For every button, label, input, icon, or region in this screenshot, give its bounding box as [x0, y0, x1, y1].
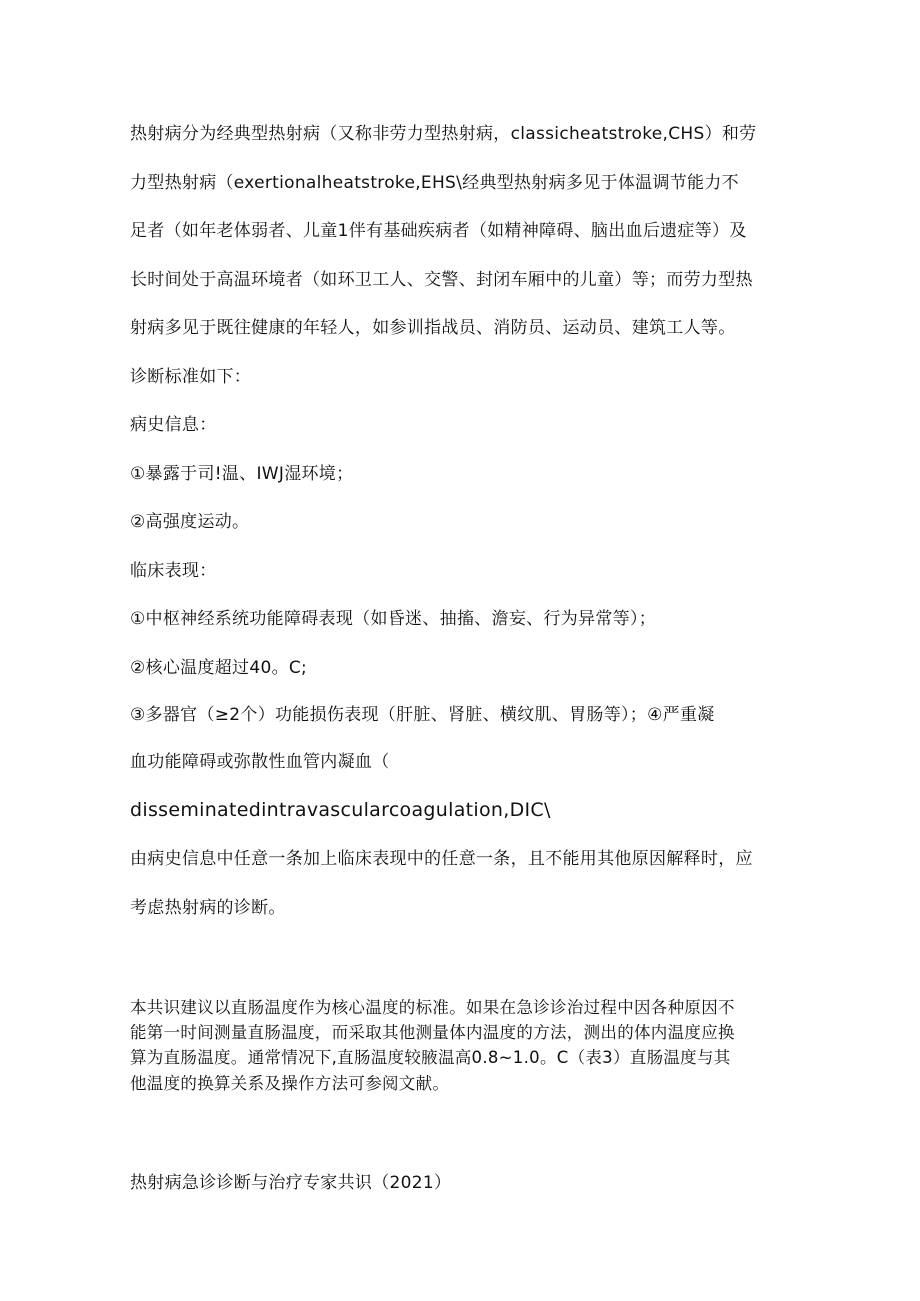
conclusion-line: 考虑热射病的诊断。	[130, 898, 286, 918]
paragraph-line: 本共识建议以直肠温度作为核心温度的标准。如果在急诊诊治过程中因各种原因不	[130, 998, 735, 1017]
paragraph-line: 足者（如年老体弱者、儿童1伴有基础疾病者（如精神障碍、脑出血后遗症等）及	[130, 221, 747, 241]
source-title: 热射病急诊诊断与治疗专家共识（2021）	[130, 1173, 452, 1193]
paragraph-line: 热射病分为经典型热射病（又称非劳力型热射病，classicheatstroke,CHS）和劳	[130, 124, 757, 144]
history-item: ②高强度运动。	[130, 512, 250, 532]
criteria-heading: 诊断标准如下：	[130, 367, 252, 387]
paragraph-line: 长时间处于高温环境者（如环卫工人、交警、封闭车厢中的儿童）等；而劳力型热	[130, 270, 753, 290]
paragraph-line: 射病多见于既往健康的年轻人，如参训指战员、消防员、运动员、建筑工人等。	[130, 318, 736, 338]
clinical-item: ③多器官（≥2个）功能损伤表现（肝脏、肾脏、横纹肌、胃肠等）；④严重凝	[130, 705, 715, 725]
clinical-item: disseminatedintravascularcoagulation,DIC\	[130, 799, 551, 821]
clinical-item: 血功能障碍或弥散性血管内凝血（	[130, 752, 390, 772]
paragraph-line: 算为直肠温度。通常情况下,直肠温度较腋温高0.8~1.0。C（表3）直肠温度与其	[130, 1048, 731, 1067]
clinical-item: ①中枢神经系统功能障碍表现（如昏迷、抽搐、澹妄、行为异常等）；	[130, 609, 657, 629]
paragraph-line: 能第一时间测量直肠温度，而采取其他测量体内温度的方法，测出的体内温度应换	[130, 1023, 735, 1042]
conclusion-line: 由病史信息中任意一条加上临床表现中的任意一条，且不能用其他原因解释时，应	[130, 849, 753, 869]
clinical-item: ②核心温度超过40。C;	[130, 658, 308, 678]
history-item: ①暴露于司!温、IWJ湿环境；	[130, 464, 354, 484]
paragraph-line: 他温度的换算关系及操作方法可参阅文献。	[130, 1074, 450, 1093]
clinical-heading: 临床表现：	[130, 561, 217, 581]
history-heading: 病史信息：	[130, 415, 217, 435]
paragraph-line: 力型热射病（exertionalheatstroke,EHS\经典型热射病多见于体温调节能力不	[130, 173, 739, 193]
